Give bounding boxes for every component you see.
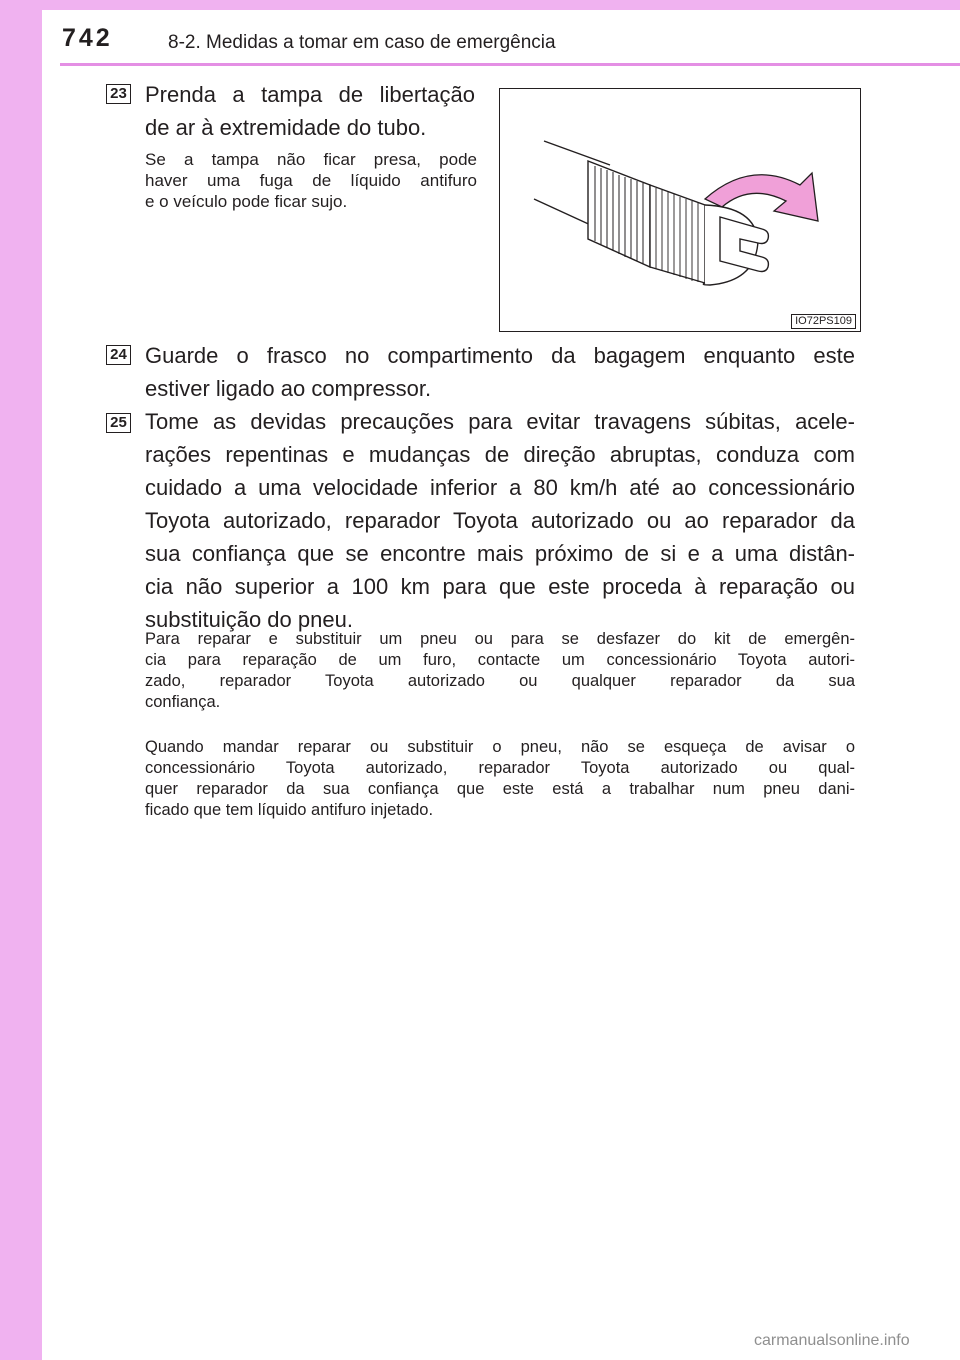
figure-air-release-cap <box>499 88 861 332</box>
step-number-23: 23 <box>106 84 131 104</box>
text-line: Prenda a tampa de libertação <box>145 82 475 107</box>
text-line: estiver ligado ao compressor. <box>145 376 432 401</box>
hose-cap-illustration <box>500 89 862 333</box>
note-line: cia para reparação de um furo, contacte um concessionário Toyota autori- <box>145 651 855 669</box>
text-line: Tome as devidas precauções para evitar travagens súbitas, acele- <box>145 409 855 434</box>
note-line: Se a tampa não ficar presa, pode <box>145 150 477 169</box>
note-line: e o veículo pode ficar sujo. <box>145 192 348 211</box>
note-line: Quando mandar reparar ou substituir o pneu, não se esqueça de avisar o <box>145 738 855 756</box>
note-line: haver uma fuga de líquido antifuro <box>145 171 477 190</box>
chapter-top-band <box>42 0 960 10</box>
watermark: carmanualsonline.info <box>754 1332 910 1349</box>
text-line: cia não superior a 100 km para que este proceda à reparação ou <box>145 574 855 599</box>
header-divider <box>60 63 960 66</box>
step-23-note <box>145 149 477 212</box>
step-number-24: 24 <box>106 345 131 365</box>
figure-code: IO72PS109 <box>791 314 856 329</box>
hose-upper-line <box>544 141 610 165</box>
note-line: ficado que tem líquido antifuro injetado. <box>145 801 434 819</box>
step-24-instruction <box>145 339 855 405</box>
note-line: zado, reparador Toyota autorizado ou qualquer reparador da sua <box>145 672 855 690</box>
chapter-side-tab <box>0 0 42 1360</box>
step-23-instruction <box>145 78 475 144</box>
text-line: de ar à extremidade do tubo. <box>145 115 427 140</box>
text-line: Toyota autorizado, reparador Toyota autorizado ou ao reparador da <box>145 508 855 533</box>
step-25-note-2 <box>145 737 855 821</box>
text-line: Guarde o frasco no compartimento da bagagem enquanto este <box>145 343 855 368</box>
note-line: confiança. <box>145 693 221 711</box>
text-line: rações repentinas e mudanças de direção abruptas, conduza com <box>145 442 855 467</box>
note-line: Para reparar e substituir um pneu ou para se desfazer do kit de emergên- <box>145 630 855 648</box>
page-number: 742 <box>62 24 113 52</box>
step-25-instruction <box>145 405 855 636</box>
section-title: 8-2. Medidas a tomar em caso de emergência <box>168 32 556 53</box>
text-line: cuidado a uma velocidade inferior a 80 km/h até ao concessionário <box>145 475 855 500</box>
hose-lower-line <box>534 199 595 227</box>
note-line: quer reparador da sua confiança que este está a trabalhar num pneu dani- <box>145 780 855 798</box>
text-line: substituição do pneu. <box>145 607 353 632</box>
step-number-25: 25 <box>106 413 131 433</box>
note-line: concessionário Toyota autorizado, reparador Toyota autorizado ou qual- <box>145 759 855 777</box>
step-25-note-1 <box>145 629 855 713</box>
text-line: sua confiança que se encontre mais próximo de si e a uma distân- <box>145 541 855 566</box>
